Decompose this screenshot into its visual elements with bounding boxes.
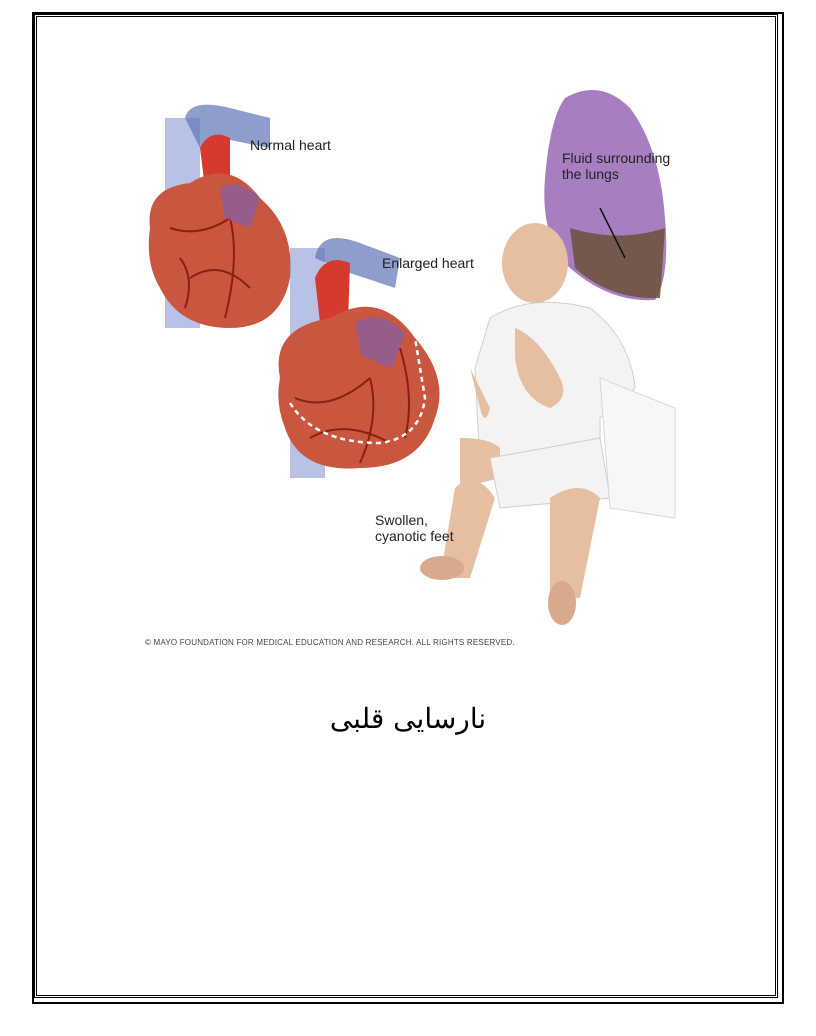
label-normal-heart: Normal heart xyxy=(250,137,331,153)
page-caption: نارسایی قلبی xyxy=(329,702,487,735)
enlarged-heart-drawing xyxy=(278,238,439,478)
label-enlarged-heart: Enlarged heart xyxy=(382,255,474,271)
label-swollen-feet: Swollen, cyanotic feet xyxy=(375,512,454,544)
label-fluid-lungs: Fluid surrounding the lungs xyxy=(562,150,671,182)
copyright-notice: © MAYO FOUNDATION FOR MEDICAL EDUCATION AND RESEARCH. ALL RIGHTS RESERVED. xyxy=(145,638,515,647)
